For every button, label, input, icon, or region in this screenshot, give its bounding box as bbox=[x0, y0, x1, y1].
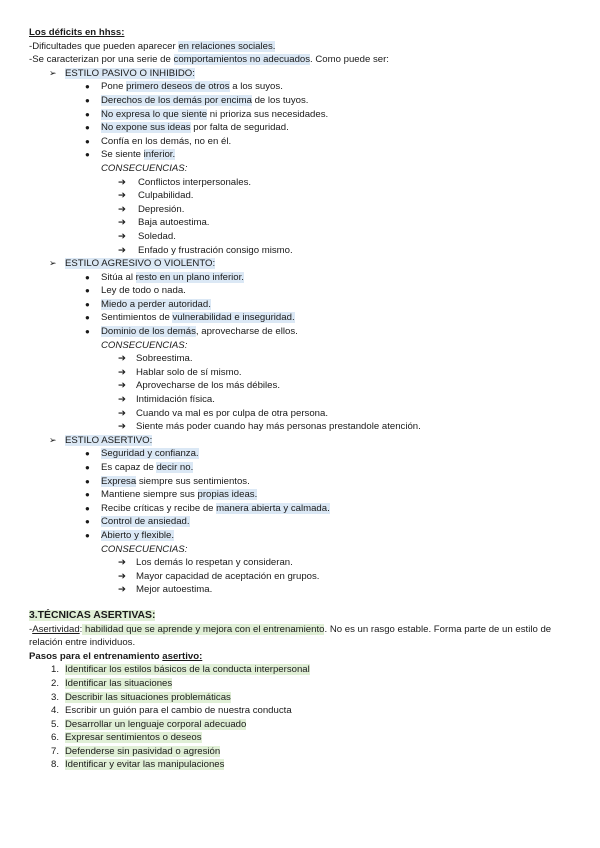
list-item bbox=[29, 691, 577, 705]
text: a los suyos. bbox=[229, 81, 283, 93]
arrow-icon: ➔ bbox=[118, 407, 127, 419]
list-item bbox=[29, 731, 577, 745]
step-text: Escribir un guión para el cambio de nuestra conducta bbox=[65, 705, 292, 717]
consequence-item bbox=[29, 366, 577, 380]
step-text: Identificar los estilos básicos de la conducta interpersonal bbox=[65, 664, 310, 676]
text: Ley de todo o nada. bbox=[101, 285, 186, 297]
bullet-icon: ● bbox=[85, 476, 90, 486]
highlight: habilidad que se aprende y mejora con el entrenamiento bbox=[82, 623, 325, 635]
bullet-icon: ● bbox=[85, 82, 90, 92]
list-item bbox=[29, 515, 577, 529]
highlight: Abierto y flexible. bbox=[101, 529, 175, 541]
consequence-item bbox=[29, 352, 577, 366]
text: Confía en los demás, no en él. bbox=[101, 135, 232, 147]
text: , aprovecharse de ellos. bbox=[195, 326, 298, 338]
text: Pone bbox=[101, 81, 127, 93]
consequence-item bbox=[29, 189, 577, 203]
list-item bbox=[29, 94, 577, 108]
text: Soledad. bbox=[138, 230, 176, 242]
arrow-icon: ➔ bbox=[118, 394, 127, 406]
consequence-item bbox=[29, 379, 577, 393]
text: de los tuyos. bbox=[251, 94, 309, 106]
bullet-icon: ● bbox=[85, 299, 90, 309]
number: 8. bbox=[50, 759, 59, 771]
list-item bbox=[29, 758, 577, 772]
bullet-icon: ● bbox=[85, 123, 90, 133]
highlight: Control de ansiedad. bbox=[101, 516, 190, 528]
highlight: en relaciones sociales. bbox=[178, 40, 276, 52]
style-title: ESTILO PASIVO O INHIBIDO: bbox=[65, 67, 195, 79]
consequence-item bbox=[29, 570, 577, 584]
arrow-icon: ➔ bbox=[118, 244, 127, 256]
list-item bbox=[29, 677, 577, 691]
steps-title bbox=[29, 650, 577, 664]
highlight: Derechos de los demás por encima bbox=[101, 94, 252, 106]
highlight: Dominio de los demás bbox=[101, 326, 196, 338]
number: 6. bbox=[50, 732, 59, 744]
text: -Dificultades que pueden aparecer bbox=[29, 40, 179, 52]
deficits-line-2 bbox=[29, 53, 577, 67]
text: : bbox=[79, 623, 83, 635]
highlight: Miedo a perder autoridad. bbox=[101, 298, 211, 310]
arrow-icon: ➔ bbox=[118, 217, 127, 229]
consequence-item bbox=[29, 556, 577, 570]
bullet-icon: ● bbox=[85, 313, 90, 323]
term: asertivo: bbox=[162, 650, 203, 662]
style-heading-agresivo bbox=[29, 257, 577, 271]
consequence-item bbox=[29, 420, 577, 434]
highlight: resto en un plano inferior. bbox=[135, 271, 244, 283]
consequence-item bbox=[29, 393, 577, 407]
arrow-icon: ➔ bbox=[118, 176, 127, 188]
list-item bbox=[29, 475, 577, 489]
step-text: Defenderse sin pasividad o agresión bbox=[65, 745, 221, 757]
highlight: comportamientos no adecuados bbox=[173, 54, 311, 66]
list-item bbox=[29, 461, 577, 475]
text: Sitúa al bbox=[101, 271, 136, 283]
section-arrow-icon: ➢ bbox=[49, 434, 57, 445]
style-title: ESTILO AGRESIVO O VIOLENTO: bbox=[65, 258, 216, 270]
bullet-icon: ● bbox=[85, 327, 90, 337]
bullet-icon: ● bbox=[85, 109, 90, 119]
highlight: decir no. bbox=[156, 462, 194, 473]
text: Enfado y frustración consigo mismo. bbox=[138, 244, 293, 256]
number: 7. bbox=[50, 745, 59, 757]
number: 1. bbox=[50, 664, 59, 676]
step-text: Describir las situaciones problemáticas bbox=[65, 691, 231, 703]
list-item bbox=[29, 148, 577, 162]
highlight: No expresa lo que siente bbox=[101, 108, 208, 120]
list-item bbox=[29, 284, 577, 298]
bullet-icon: ● bbox=[85, 95, 90, 105]
list-item bbox=[29, 121, 577, 135]
text: Mantiene siempre sus bbox=[101, 489, 198, 501]
bullet-icon: ● bbox=[85, 136, 90, 146]
list-item bbox=[29, 108, 577, 122]
text: . No es un rasgo estable. Forma parte de un estilo de relación entre individuos. bbox=[29, 623, 552, 649]
list-item bbox=[29, 663, 577, 677]
arrow-icon: ➔ bbox=[118, 353, 127, 365]
highlight: manera abierta y calmada. bbox=[216, 502, 330, 514]
section-heading bbox=[29, 609, 577, 623]
style-heading-asertivo bbox=[29, 434, 577, 448]
text: Depresión. bbox=[138, 203, 185, 215]
bullet-icon: ● bbox=[85, 490, 90, 500]
text: Mejor autoestima. bbox=[136, 584, 213, 596]
consequence-item bbox=[29, 216, 577, 230]
step-text: Identificar y evitar las manipulaciones bbox=[65, 759, 225, 771]
step-text: Desarrollar un lenguaje corporal adecuado bbox=[65, 718, 247, 730]
highlight: No expone sus ideas bbox=[101, 122, 191, 134]
heading-text: 3.TÉCNICAS ASERTIVAS: bbox=[29, 609, 156, 621]
consequences-label: CONSECUENCIAS: bbox=[101, 339, 188, 351]
bullet-icon: ● bbox=[85, 503, 90, 513]
deficits-title: Los déficits en hhss: bbox=[29, 27, 125, 38]
arrow-icon: ➔ bbox=[118, 421, 127, 433]
asertividad-paragraph bbox=[29, 623, 577, 650]
highlight: Seguridad y confianza. bbox=[101, 448, 199, 460]
list-item bbox=[29, 488, 577, 502]
arrow-icon: ➔ bbox=[118, 203, 127, 215]
document bbox=[29, 26, 577, 772]
list-item bbox=[29, 298, 577, 312]
text: Intimidación física. bbox=[136, 394, 215, 406]
text: por falta de seguridad. bbox=[190, 122, 289, 134]
bullet-icon: ● bbox=[85, 286, 90, 296]
bullet-icon: ● bbox=[85, 530, 90, 540]
list-item bbox=[29, 135, 577, 149]
arrow-icon: ➔ bbox=[118, 570, 127, 582]
list-item bbox=[29, 325, 577, 339]
text: Sentimientos de bbox=[101, 312, 173, 324]
highlight: primero deseos de otros bbox=[126, 81, 230, 93]
list-item bbox=[29, 80, 577, 94]
section-arrow-icon: ➢ bbox=[49, 67, 57, 78]
text: Sobreestima. bbox=[136, 353, 193, 365]
list-item bbox=[29, 529, 577, 543]
number: 2. bbox=[50, 677, 59, 689]
arrow-icon: ➔ bbox=[118, 584, 127, 596]
highlight: vulnerabilidad e inseguridad. bbox=[172, 312, 295, 324]
text: Recibe críticas y recibe de bbox=[101, 502, 217, 514]
text: Los demás lo respetan y consideran. bbox=[136, 557, 293, 569]
consequence-item bbox=[29, 244, 577, 258]
text: Aprovecharse de los más débiles. bbox=[136, 380, 280, 392]
consequences-label: CONSECUENCIAS: bbox=[101, 162, 188, 174]
consequence-item bbox=[29, 407, 577, 421]
consequence-item bbox=[29, 176, 577, 190]
consequence-item bbox=[29, 203, 577, 217]
text: -Se caracterizan por una serie de bbox=[29, 54, 174, 66]
list-item bbox=[29, 447, 577, 461]
text: Hablar solo de sí mismo. bbox=[136, 366, 242, 378]
text: Culpabilidad. bbox=[138, 190, 194, 202]
number: 4. bbox=[50, 705, 59, 717]
bullet-icon: ● bbox=[85, 517, 90, 527]
bullet-icon: ● bbox=[85, 272, 90, 282]
text: Baja autoestima. bbox=[138, 217, 210, 229]
bullet-icon: ● bbox=[85, 463, 90, 472]
step-text: Expresar sentimientos o deseos bbox=[65, 732, 202, 744]
style-heading-pasivo bbox=[29, 67, 577, 81]
list-item bbox=[29, 745, 577, 759]
deficits-line-1 bbox=[29, 40, 577, 54]
step-text: Identificar las situaciones bbox=[65, 677, 173, 689]
list-item bbox=[29, 502, 577, 516]
arrow-icon: ➔ bbox=[118, 557, 127, 569]
text: Conflictos interpersonales. bbox=[138, 176, 252, 188]
text: Cuando va mal es por culpa de otra persona. bbox=[136, 407, 328, 419]
section-arrow-icon: ➢ bbox=[49, 258, 57, 269]
text: Mayor capacidad de aceptación en grupos. bbox=[136, 570, 320, 582]
arrow-icon: ➔ bbox=[118, 366, 127, 378]
highlight: inferior. bbox=[143, 149, 176, 161]
text: Es capaz de bbox=[101, 462, 157, 473]
arrow-icon: ➔ bbox=[118, 380, 127, 392]
list-item bbox=[29, 271, 577, 285]
text: . Como puede ser: bbox=[310, 54, 389, 66]
text: - bbox=[29, 623, 33, 635]
text: Siente más poder cuando hay más personas prestandole atención. bbox=[136, 421, 421, 433]
list-item bbox=[29, 704, 577, 718]
highlight: propias ideas. bbox=[197, 489, 258, 501]
text: siempre sus sentimientos. bbox=[136, 475, 250, 487]
list-item bbox=[29, 311, 577, 325]
highlight: Expresa bbox=[101, 475, 137, 487]
consequence-item bbox=[29, 583, 577, 597]
number: 5. bbox=[50, 718, 59, 730]
bullet-icon: ● bbox=[85, 150, 90, 160]
consequence-item bbox=[29, 230, 577, 244]
consequences-label: CONSECUENCIAS: bbox=[101, 543, 188, 555]
text: Se siente bbox=[101, 149, 144, 161]
number: 3. bbox=[50, 691, 59, 703]
text: Pasos para el entrenamiento bbox=[29, 650, 163, 662]
list-item bbox=[29, 718, 577, 732]
bullet-icon: ● bbox=[85, 449, 90, 459]
arrow-icon: ➔ bbox=[118, 230, 127, 242]
style-title: ESTILO ASERTIVO: bbox=[65, 434, 153, 446]
text: ni prioriza sus necesidades. bbox=[207, 108, 329, 120]
arrow-icon: ➔ bbox=[118, 190, 127, 202]
term: Asertividad bbox=[32, 623, 80, 635]
